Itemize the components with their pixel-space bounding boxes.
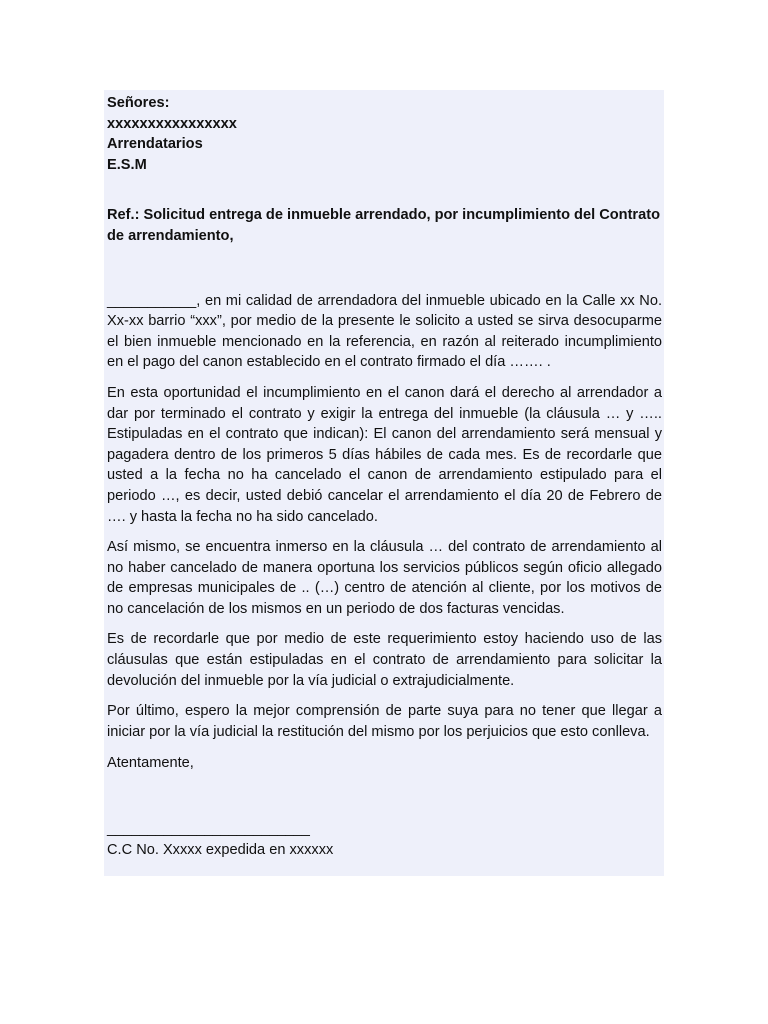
paragraph-clauses: Es de recordarle que por medio de este requerimiento estoy haciendo uso de las cláusulas que están estipuladas en el contrato de arrendamiento para solicitar la devolución del inmueble por la vía judicial o extrajudicialmente. [107, 631, 662, 689]
id-line: C.C No. Xxxxx expedida en xxxxxx [107, 841, 334, 858]
reference-line: Ref.: Solicitud entrega de inmueble arrendado, por incumplimiento del Contrato de arrendamiento, [107, 207, 660, 244]
paragraph-final: Por último, espero la mejor comprensión de parte suya para no tener que llegar a iniciar por la vía judicial la restitución del mismo por los perjuicios que esto conlleva. [107, 703, 662, 740]
closing: Atentamente, [107, 755, 194, 772]
recipient-name: xxxxxxxxxxxxxxxx [107, 115, 237, 132]
salutation: Señores: [107, 95, 170, 111]
recipient-city: E.S.M [107, 156, 147, 173]
signature-line: _________________________ [107, 821, 310, 838]
letter-body [104, 90, 664, 876]
paragraph-services: Así mismo, se encuentra inmerso en la cláusula … del contrato de arrendamiento al no haber cancelado de manera oportuna los servicios públicos según oficio allegado de empresas municipales de .. (…) centro de atención al cliente, por los motivos de no cancelación de los mismos en un periodo de dos facturas vencidas. [107, 539, 662, 617]
recipient-block [107, 93, 662, 175]
paragraph-breach: En esta oportunidad el incumplimiento en el canon dará el derecho al arrendador a dar por terminado el contrato y exigir la entrega del inmueble (la cláusula … y ….. Estipuladas en el contrato que indican): El canon del arrendamiento será mensual y pagadera dentro de los primeros 5 días hábiles de cada mes. Es de recordarle que usted a la fecha no ha cancelado el canon de arrendamiento estipulado para el periodo …, es decir, usted debió cancelar el arrendamiento el día 20 de Febrero de …. y hasta la fecha no ha sido cancelado. [107, 384, 662, 525]
recipient-group: Arrendatarios [107, 136, 203, 153]
paragraph-intro: ___________, en mi calidad de arrendadora del inmueble ubicado en la Calle xx No. Xx-xx barrio “xxx”, por medio de la presente le solicito a usted se sirva desocuparme el bien inmueble mencionado en la referencia, en razón al reiterado incumplimiento en el pago del canon establecido en el contrato firmado el día ……. . [107, 292, 662, 371]
